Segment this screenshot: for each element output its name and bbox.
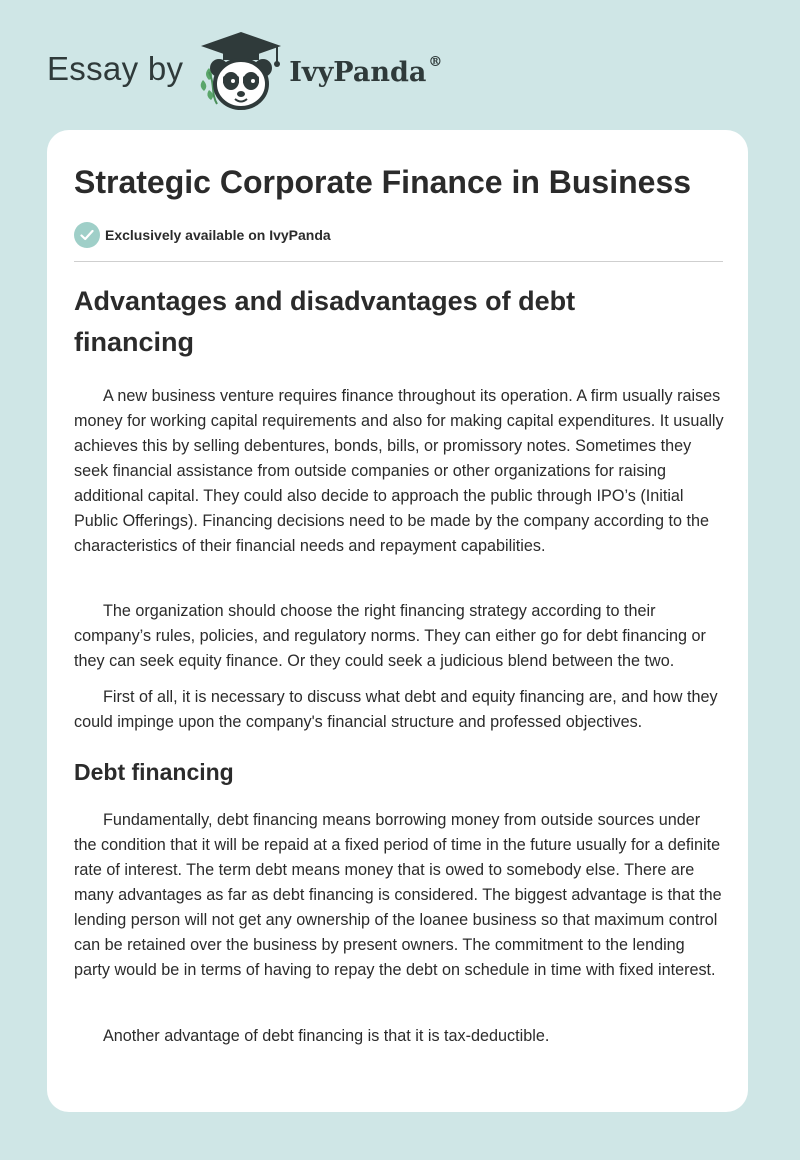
section-heading-debt-financing: Debt financing — [74, 759, 234, 785]
essay-card — [47, 130, 748, 1112]
paragraph: Fundamentally, debt financing means borrowing money from outside sources under the condition that it will be repaid at a fixed period of time in the future usually for a definite rate of interest. The term debt means money that is owed to somebody else. There are many advantages as far as debt financing is considered. The biggest advantage is that the lending person will not get any ownership of the loanee business so that maximum control can be retained over the business by present owners. The commitment to the lending party would be in terms of having to repay the debt on schedule in time with fixed interest. — [74, 811, 722, 979]
paragraph: The organization should choose the right financing strategy according to their company’s rules, policies, and regulatory norms. They can either go for debt financing or they can seek equity finance. Or they could seek a judicious blend between the two. — [74, 602, 706, 670]
brand-text: IvyPanda — [289, 56, 427, 88]
paragraph: A new business venture requires finance throughout its operation. A firm usually raises money for working capital requirements and also for making capital expenditures. It usually achieves this by selling debentures, bonds, bills, or promissory notes. Sometimes they seek financial assistance from outside companies or other organizations for raising additional capital. They could also decide to approach the public through IPO’s (Initial Public Offerings). Financing decisions need to be made by the company according to the characteristics of their financial needs and repayment capabilities. — [74, 387, 724, 555]
check-icon — [74, 222, 100, 248]
ivypanda-logo-icon[interactable] — [197, 28, 285, 112]
title-divider — [74, 261, 723, 262]
essay-by-label: Essay by — [47, 50, 184, 87]
paragraph: First of all, it is necessary to discuss what debt and equity financing are, and how they could impinge upon the company's financial structure and professed objectives. — [74, 688, 718, 731]
site-header — [47, 28, 442, 112]
brand-name[interactable] — [289, 53, 443, 88]
section-heading-advantages: Advantages and disadvantages of debt financing — [74, 286, 576, 357]
page-title: Strategic Corporate Finance in Business — [74, 164, 692, 200]
paragraph: Another advantage of debt financing is that it is tax-deductible. — [103, 1027, 550, 1045]
exclusive-badge — [74, 222, 331, 248]
exclusive-label: Exclusively available on IvyPanda — [105, 227, 331, 243]
registered-mark: ® — [428, 53, 443, 70]
